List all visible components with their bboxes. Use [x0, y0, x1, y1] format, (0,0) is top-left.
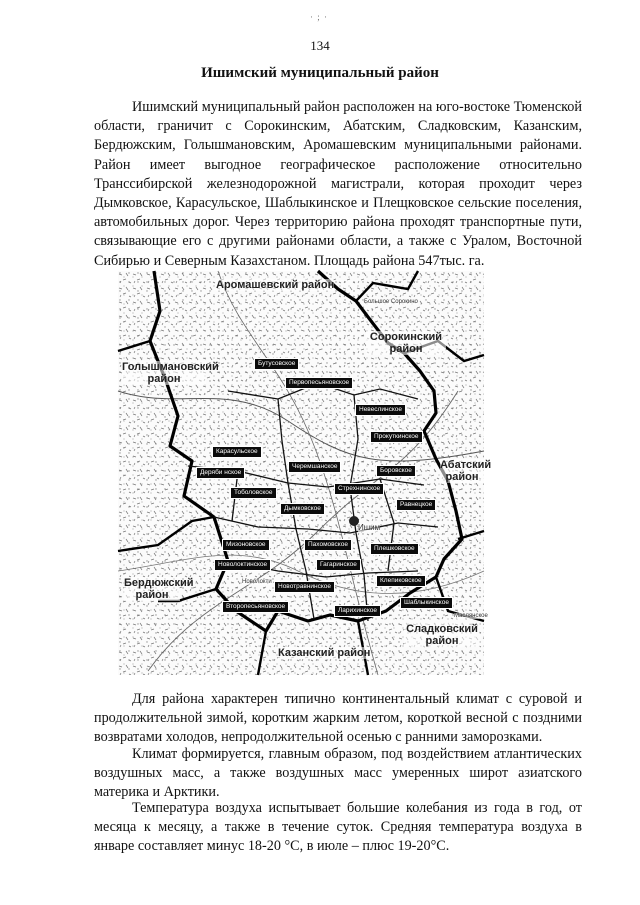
settlement-label-dymkovskoe: Дымковское — [280, 503, 325, 515]
settlement-label-strekhninskoe: Стрехнинское — [334, 483, 384, 495]
settlement-label-cheremshanskoe: Черемшанское — [288, 461, 341, 473]
intro-paragraph: Ишимский муниципальный район расположен на юго-востоке Тюменской области, граничит с Сорокинским, Абатским, Сладковским, Казанским, Бердюжским, Голышмановским, Аромашевским муниципальными районами. Район имеет выгодное географическое расположение относительно Транссибирской железнодорожной магистрали, которая проходит через Дымковское, Карасульское, Шаблыкинское и Плещковское сельские поселения, автомобильных дорог. Через территорию района проходят транспортные пути, связывающие его с другими районами области, а также с Уралом, Восточной Сибирью и Северным Казахстаном. Площадь района 547тыс. га. — [94, 99, 582, 269]
region-label-sorokinsky: Сорокинский район — [366, 331, 446, 355]
place-label-maslyanskoe: Маслянское — [454, 613, 488, 619]
settlement-label-borovskoe: Боровское — [376, 465, 416, 477]
air-masses-paragraph: Климат формируется, главным образом, под воздействием атлантических воздушных масс, а также воздушных масс умеренных широт азиатского материка и Арктики. — [94, 746, 582, 801]
settlement-label-karasulskoe: Карасульское — [212, 446, 262, 458]
climate-paragraph: Для района характерен типично континентальный климат с суровой и продолжительной зимой, коротким жарким летом, короткой весной с поздними возвратами холодов, непродолжительной осенью с ранними заморозками. — [94, 691, 582, 746]
region-label-kazansky: Казанский район — [278, 647, 371, 659]
place-label-bolshoe-sorokino: Большое Сорокино — [364, 299, 418, 305]
settlement-label-novotravninskoe: Новотравнинское — [274, 581, 335, 593]
place-label-ishim: Ишим — [358, 523, 381, 532]
place-label-novolokti: Новолокти — [242, 579, 272, 585]
settlement-label-prokutkinskoe: Прокуткинское — [370, 431, 423, 443]
settlement-label-shablykinskoe: Шаблыкинское — [400, 597, 453, 609]
settlement-label-larikhinskoe: Ларихинское — [334, 605, 381, 617]
settlement-label-butusovskoe: Бутусовское — [254, 358, 299, 370]
settlement-label-neveslinskoe: Невеслинское — [355, 404, 406, 416]
region-label-sladkovsky: Сладковский район — [404, 623, 480, 647]
settlement-label-gagarinskoe: Гагаринское — [316, 559, 361, 571]
scan-mark: · ; · — [310, 12, 328, 22]
region-label-berdyuzhsky: Бердюжский район — [124, 577, 194, 601]
settlement-label-tobolovskoe: Тоболовское — [230, 487, 277, 499]
settlement-label-vtoropeschanovskoe: Второпесьяновское — [222, 601, 289, 613]
settlement-label-klepikovskoe: Клепиковское — [376, 575, 426, 587]
district-map — [118, 271, 492, 675]
region-label-golyshmanovsky: Голышмановский район — [122, 361, 219, 385]
settlement-label-deryabinskoe: Деряби нское — [196, 467, 245, 479]
settlement-label-novolokteyskoe: Новолоктинское — [214, 559, 271, 571]
settlement-label-pleshkovskoe: Плешковское — [370, 543, 419, 555]
page-title: Ишимский муниципальный район — [201, 65, 439, 81]
region-label-aromashevsky: Аромашевский район — [216, 279, 335, 291]
settlement-label-ravnetskoe: Равнецкое — [396, 499, 436, 511]
page-number: 134 — [310, 38, 330, 53]
settlement-label-pervopeschanovskoe: Первопесьяновское — [285, 377, 353, 389]
settlement-label-pakhomovskoe: Пахомовское — [304, 539, 352, 551]
region-label-abatsky: Абатский район — [440, 459, 492, 483]
temperature-paragraph: Температура воздуха испытывает большие колебания из года в год, от месяца к месяцу, а также в течение суток. Средняя температура воздуха в январе составляет минус 18-20 °С, в июле – плюс 19-20°С. — [94, 800, 582, 855]
settlement-label-mizonovskoe: Мизоновское — [222, 539, 270, 551]
